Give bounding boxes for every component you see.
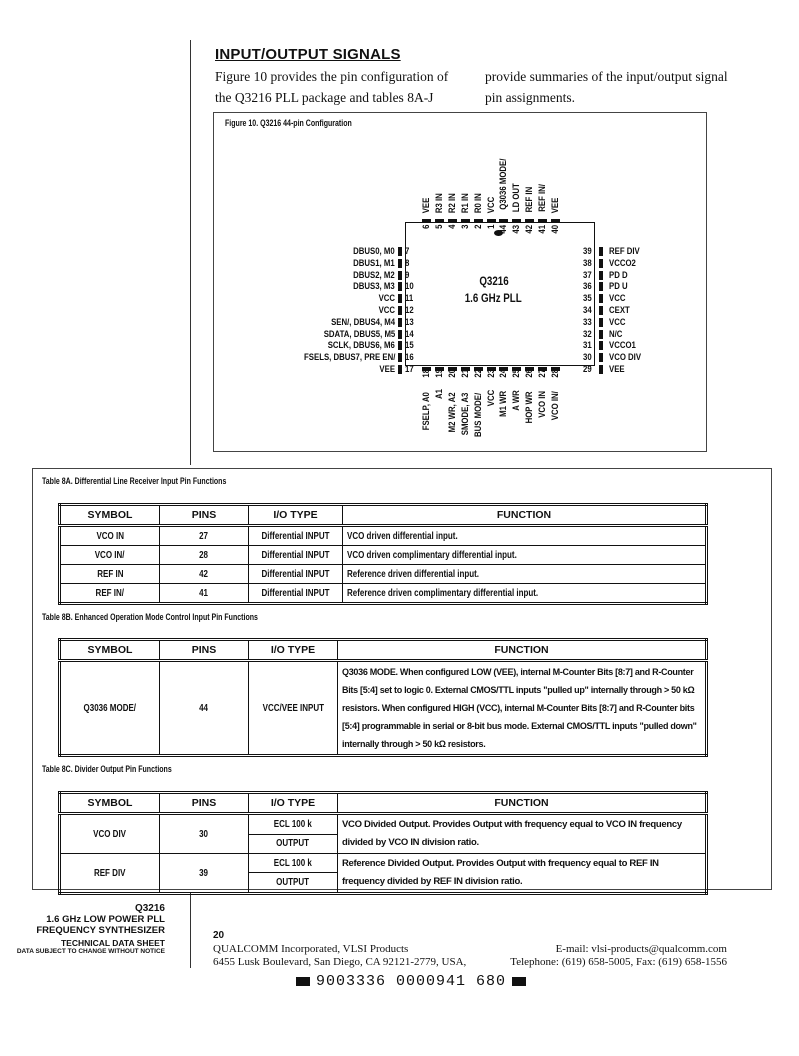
pin-lead [435,219,444,223]
table-8b-caption: Table 8B. Enhanced Operation Mode Control Input Pin Functions [42,612,258,622]
pin-label: FSELS, DBUS7, PRE EN/ [303,352,395,364]
table-row [60,814,707,835]
intro-paragraph-right: provide summaries of the input/output signal pin assignments. [485,69,728,105]
io-type-cell: Differential INPUT [261,568,330,580]
pins-cell: 30 [199,828,209,840]
pin-label: VEE [379,364,395,375]
pin-lead [599,282,603,291]
pin-label: A WR [511,390,523,411]
barcode-text: 9003336 0000941 680 [316,973,507,990]
pin-label: VCCO2 [609,257,636,269]
pin-lead [525,219,534,223]
pin-label: A1 [433,389,445,400]
pin-label: R0 IN [472,192,484,213]
pin-label: VCCO1 [609,340,636,352]
pin-lead [448,219,457,223]
pin-label: VEE [609,364,625,375]
footer-product: 1.6 GHz LOW POWER PLL [46,914,165,925]
footer-email: E-mail: vlsi-products@qualcomm.com [555,943,727,955]
symbol-cell: REF IN/ [95,587,125,599]
pin-number: 22 [472,368,484,378]
pin-number: 11 [405,293,414,305]
io-type-cell: ECL 100 k [273,857,313,869]
pin-label: BUS MODE/ [472,392,484,437]
symbol-cell: VCO IN [96,530,124,542]
pin-number: 25 [511,368,523,378]
pin-lead [398,365,402,374]
column-rule [190,893,191,968]
pin-lead [599,318,603,327]
pin-label: LD OUT [511,182,523,212]
pin-label: R2 IN [446,192,458,213]
pin-label: REF IN [524,186,536,213]
function-cell: Reference driven complimentary differential input. [347,587,539,599]
barcode-block [296,977,310,986]
pin-lead [599,247,603,256]
function-cell: Q3036 MODE. When configured LOW (VEE), internal M-Counter Bits [8:7] and R-Counter Bits [5:4] set to logic 0. External CMOS/TTL inputs "pulled up" internally through > 50 kΩ resistors. When configured HIGH (VCC), internal M-Counter Bits [8:7] and R-Counter bits [5:4] programmable in serial or 8-bit bus mode. External CMOS/TTL inputs "pulled down" internally through > 50 kΩ resistors. [338,661,707,756]
pins-cell: 44 [199,702,209,714]
symbol-cell: REF IN [96,568,124,580]
table-header: I/O TYPE [249,505,343,526]
table-row [60,584,707,604]
io-type-cell: OUTPUT [276,877,310,889]
pin-lead [599,306,603,315]
pin-label: DBUS3, M3 [353,281,395,293]
pin-lead [512,219,521,223]
table-row [60,661,707,756]
symbol-cell: VCO DIV [93,828,127,840]
figure-caption: Figure 10. Q3216 44-pin Configuration [225,118,352,128]
pin-lead [599,271,603,280]
pin-number: 26 [524,368,536,378]
barcode-block [512,977,526,986]
pin-label: CEXT [609,305,630,316]
footer-phone: Telephone: (619) 658-5005, Fax: (619) 658-1556 [510,956,727,968]
pin-number: 3 [459,224,471,229]
pin-label: VEE [421,197,432,214]
pin-label: VCO DIV [609,352,642,364]
pin-number: 30 [583,352,592,364]
pin-number: 10 [405,281,414,293]
symbol-cell: Q3036 MODE/ [83,702,137,714]
pin-number: 21 [459,368,471,378]
pin-lead [398,247,402,256]
table-header: FUNCTION [338,793,707,814]
footer-notice: DATA SUBJECT TO CHANGE WITHOUT NOTICE [16,948,165,955]
pin-number: 6 [421,224,432,229]
pin-lead [398,341,402,350]
pin-number: 20 [446,368,458,378]
pin-number: 27 [537,368,549,378]
pin-number: 38 [583,257,592,269]
table-header: I/O TYPE [249,793,338,814]
intro-paragraph-left: Figure 10 provides the pin configuration of the Q3216 PLL package and tables 8A-J [215,69,449,105]
pin-number: 2 [472,224,484,229]
pin-number: 7 [405,246,410,257]
column-rule [190,40,191,465]
pin-number: 28 [550,368,561,378]
pin-lead [398,271,402,280]
pin-lead [599,294,603,303]
pins-cell: 28 [199,549,209,561]
pin-number: 41 [537,224,549,234]
pin-lead [487,219,496,223]
pin-label: DBUS2, M2 [353,269,395,281]
pin-number: 44 [498,224,510,234]
io-type-cell: Differential INPUT [261,587,330,599]
pin-number: 34 [583,305,592,316]
io-type-cell: ECL 100 k [273,818,313,830]
pin-number: 42 [524,224,536,234]
footer-part: Q3216 [134,903,165,914]
pin-number: 18 [421,368,432,378]
pin-lead [398,282,402,291]
pin-lead [499,219,508,223]
table-header: FUNCTION [343,505,707,526]
pin-number: 19 [433,368,445,378]
pin-label: DBUS0, M0 [353,246,395,257]
pin-lead [398,353,402,362]
pin-number: 29 [583,364,592,375]
pin-label: SDATA, DBUS5, M5 [323,328,395,340]
table-8a-caption: Table 8A. Differential Line Receiver Input Pin Functions [42,476,227,486]
pin-lead [599,259,603,268]
pins-cell: 42 [199,568,209,580]
pin-label: DBUS1, M1 [353,257,395,269]
pin-label: R3 IN [433,192,445,213]
pin-number: 12 [405,305,414,316]
io-type-cell: Differential INPUT [261,530,330,542]
pin-label: REF DIV [609,246,640,257]
pin-number: 14 [405,328,414,340]
pin-lead [398,330,402,339]
footer-contact [510,943,727,969]
table-8a [58,503,708,605]
pin-label: VEE [550,197,561,214]
pins-cell: 41 [199,587,209,599]
footer-address [213,943,466,969]
table-header: PINS [160,640,249,661]
pin-number: 36 [583,281,592,293]
pins-cell: 39 [199,867,209,879]
io-type-cell: OUTPUT [276,838,310,850]
pin-lead [461,219,470,223]
pin-number: 17 [405,364,414,375]
pin-label: M1 WR [498,390,510,417]
pin-number: 39 [583,246,592,257]
pin-number: 1 [485,224,497,229]
table-8c-caption: Table 8C. Divider Output Pin Functions [42,764,172,774]
print-barcode [290,973,532,990]
pin-number: 8 [405,257,410,269]
pin-label: VCC [609,316,626,328]
pin-label: VCC [485,196,497,214]
footer-sheet: TECHNICAL DATA SHEET [60,938,165,948]
pin-label: VCC [378,305,395,316]
table-row [60,854,707,873]
pin-label: SEN/, DBUS4, M4 [330,316,395,328]
chip-description: 1.6 GHz PLL [464,293,522,305]
pin-lead [599,330,603,339]
symbol-cell: VCO IN/ [95,549,125,561]
pin-lead [398,306,402,315]
table-row [60,565,707,584]
chip-name: Q3216 [479,276,509,288]
table-8c [58,791,708,895]
function-cell: VCO driven complimentary differential input. [347,549,517,561]
pin-label: SMODE, A3 [459,392,471,436]
pin-label: HOP WR [524,391,536,424]
footer-product-block [17,903,165,955]
table-row [60,526,707,546]
pin-label: VCC [485,389,497,407]
pin-lead [538,219,547,223]
pin-number: 9 [405,269,410,281]
pins-cell: 27 [199,530,209,542]
table-header: SYMBOL [60,505,160,526]
pin-label: M2 WR, A2 [446,392,458,433]
pin-label: VCO IN [537,390,549,418]
pin-label: VCO IN/ [550,391,561,421]
function-cell: VCO driven differential input. [347,530,458,542]
pin-label: VCC [609,293,626,305]
pin-label: VCC [378,293,395,305]
pin-label: FSELP, A0 [421,392,432,431]
io-type-cell: Differential INPUT [261,549,330,561]
pin-label: SCLK, DBUS6, M6 [327,340,395,352]
pin-number: 40 [550,224,561,234]
pin-lead [599,353,603,362]
pin-number: 4 [446,224,458,229]
table-row [60,546,707,565]
pin-label: R1 IN [459,192,471,213]
pin-number: 23 [485,368,497,378]
function-cell: VCO Divided Output. Provides Output with frequency equal to VCO IN frequency divided by VCO IN division ratio. [338,814,707,854]
pin-number: 16 [405,352,414,364]
table-header: I/O TYPE [249,640,338,661]
pin-lead [599,365,603,374]
pin-lead [599,341,603,350]
table-header: SYMBOL [60,793,160,814]
pin-lead [474,219,483,223]
footer-street: 6455 Lusk Boulevard, San Diego, CA 92121-2779, USA, [213,956,467,968]
pin-number: 15 [405,340,414,352]
section-title: INPUT/OUTPUT SIGNALS [215,46,401,63]
footer-company: QUALCOMM Incorporated, VLSI Products [213,943,409,955]
page-number: 20 [213,930,225,941]
pin-label: REF IN/ [537,184,549,212]
pin-number: 31 [583,340,592,352]
pin-number: 5 [433,224,445,229]
pin-label: Q3036 MODE/ [498,158,510,210]
symbol-cell: REF DIV [94,867,126,879]
pin-label: PD U [609,281,628,293]
pin-lead [551,219,560,223]
pin-lead [398,318,402,327]
pin-number: 37 [583,269,592,281]
pin-label: PD D [609,269,628,281]
pin-lead [422,219,431,223]
table-header: SYMBOL [60,640,160,661]
pin-number: 32 [583,328,592,340]
table-8b [58,638,708,757]
pin-number: 24 [498,368,510,378]
pin-number: 33 [583,316,592,328]
table-header: PINS [160,505,249,526]
pin-number: 35 [583,293,592,305]
function-cell: Reference driven differential input. [347,568,480,580]
io-type-cell: VCC/VEE INPUT [262,702,324,714]
footer-product2: FREQUENCY SYNTHESIZER [36,925,165,936]
pin-lead [398,259,402,268]
function-cell: Reference Divided Output. Provides Output with frequency equal to REF IN frequency divided by REF IN division ratio. [338,854,707,894]
pin-lead [398,294,402,303]
pin-number: 43 [511,224,523,234]
pin-label: N/C [609,328,623,340]
pin-number: 13 [405,316,414,328]
table-header: FUNCTION [338,640,707,661]
table-header: PINS [160,793,249,814]
